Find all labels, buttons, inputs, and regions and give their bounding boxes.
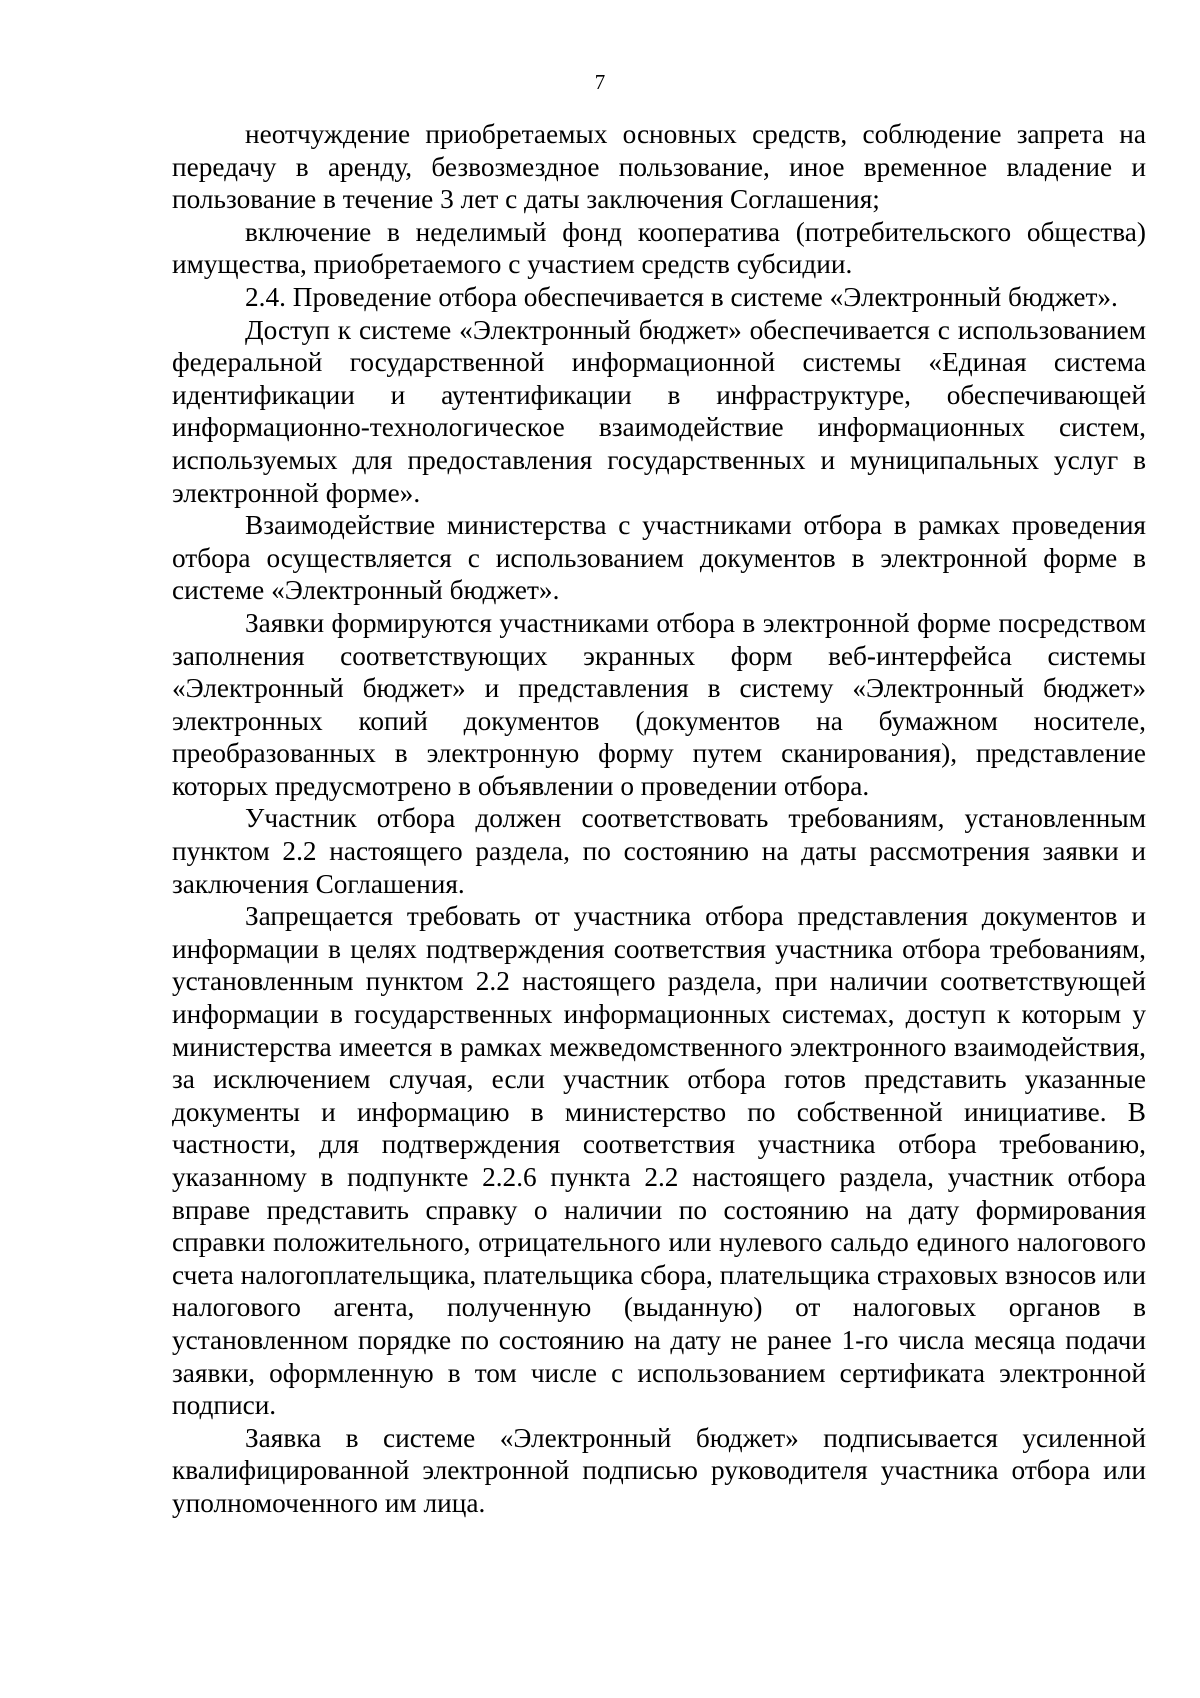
paragraph-2-4-selection-system: 2.4. Проведение отбора обеспечивается в системе «Электронный бюджет». — [245, 281, 1118, 312]
paragraph-application-signature: Заявка в системе «Электронный бюджет» подписывается усиленной квалифицированной электронной подписью руководителя участника отбора или уполномоченного им лица. — [172, 1422, 1146, 1518]
paragraph-ministry-interaction: Взаимодействие министерства с участниками отбора в рамках проведения отбора осуществляется с использованием документов в электронной форме в системе «Электронный бюджет». — [172, 510, 1146, 606]
paragraph-application-forming: Заявки формируются участниками отбора в электронной форме посредством заполнения соответствующих экранных форм веб-интерфейса системы «Электронный бюджет» и представления в систему «Электронный бюджет» электронных копий документов (документов на бумажном носителе, преобразованных в электронную форму путем сканирования), представление которых предусмотрено в объявлении о проведении отбора. — [172, 607, 1146, 801]
paragraph-indivisible-fund: включение в неделимый фонд кооператива (потребительского общества) имущества, приобретаемого с участием средств субсидии. — [172, 216, 1146, 280]
paragraph-participant-requirements: Участник отбора должен соответствовать требованиям, установленным пунктом 2.2 настоящего раздела, по состоянию на даты рассмотрения заявки и заключения Соглашения. — [172, 803, 1146, 899]
paragraph-property-alienation: неотчуждение приобретаемых основных средств, соблюдение запрета на передачу в аренду, безвозмездное пользование, иное временное владение и пользование в течение 3 лет с даты заключения Соглашения; — [172, 119, 1146, 215]
paragraph-document-request-prohibition: Запрещается требовать от участника отбора представления документов и информации в целях подтверждения соответствия участника отбора требованиям, установленным пунктом 2.2 настоящего раздела, при наличии соответствующей информации в государственных информационных системах, доступ к которым у министерства имеется в рамках межведомственного электронного взаимодействия, за исключением случая, если участник отбора готов представить указанные документы и информацию в министерство по собственной инициативе. В частности, для подтверждения соответствия участника отбора требованию, указанному в подпункте 2.2.6 пункта 2.2 настоящего раздела, участник отбора вправе представить справку о наличии по состоянию на дату формирования справки положительного, отрицательного или нулевого сальдо единого налогового счета налогоплательщика, плательщика сбора, плательщика страховых взносов или налогового агента, полученную (выданную) от налоговых органов в установленном порядке по состоянию на дату не ранее 1-го числа месяца подачи заявки, оформленную в том числе с использованием сертификата электронной подписи. — [172, 901, 1146, 1421]
document-body — [172, 118, 1146, 1520]
page-number: 7 — [594, 70, 606, 94]
paragraph-system-access: Доступ к системе «Электронный бюджет» обеспечивается с использованием федеральной государственной информационной системы «Единая система идентификации и аутентификации в инфраструктуре, обеспечивающей информационно-технологическое взаимодействие информационных систем, используемых для предоставления государственных и муниципальных услуг в электронной форме». — [172, 314, 1146, 508]
